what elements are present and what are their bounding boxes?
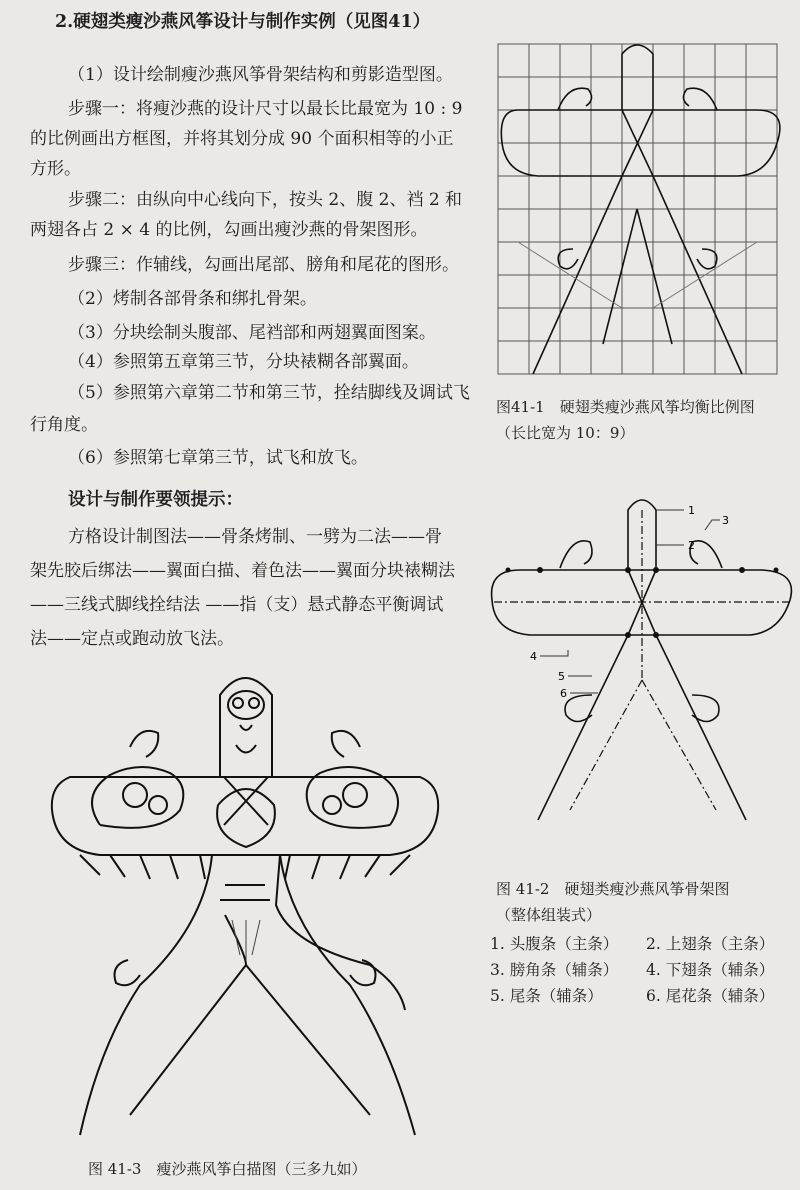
step-1: （1）设计绘制瘦沙燕风筝骨架结构和剪影造型图。	[68, 65, 453, 85]
step-a-line-1: 步骤一：将瘦沙燕的设计尺寸以最长比最宽为 10 : 9	[68, 99, 463, 119]
label-3: 3	[722, 514, 729, 527]
fig41-3-caption: 图 41-3 瘦沙燕风筝白描图（三多九如）	[88, 1160, 367, 1178]
step-b-line-2: 两翅各占 2 × 4 的比例，勾画出瘦沙燕的骨架图形。	[30, 220, 428, 240]
fig41-3-kite-illustration	[40, 665, 450, 1155]
step-c-line-1: 步骤三：作辅线，勾画出尾部、膀角和尾花的图形。	[68, 255, 459, 275]
label-2: 2	[688, 539, 695, 552]
tips-heading: 设计与制作要领提示：	[68, 490, 243, 510]
label-4: 4	[530, 650, 537, 663]
legend-item-3: 3. 膀角条（辅条）	[490, 961, 619, 979]
fig41-2-caption: 图 41-2 硬翅类瘦沙燕风筝骨架图	[496, 880, 730, 898]
label-5: 5	[558, 670, 565, 683]
label-6: 6	[560, 687, 567, 700]
step-a-line-2: 的比例画出方框图，并将其划分成 90 个面积相等的小正	[30, 129, 454, 149]
label-1: 1	[688, 504, 695, 517]
tips-line-4: 法——定点或跑动放飞法。	[30, 629, 234, 649]
step-a-line-3: 方形。	[30, 159, 81, 179]
legend-item-2: 2. 上翅条（主条）	[646, 935, 775, 953]
fig41-1-grid-diagram	[498, 44, 788, 394]
step-6: （6）参照第七章第三节，试飞和放飞。	[68, 448, 368, 468]
legend-item-5: 5. 尾条（辅条）	[490, 987, 603, 1005]
fig41-2-skeleton-diagram	[480, 490, 800, 870]
step-5-line-2: 行角度。	[30, 415, 98, 435]
tips-line-1: 方格设计制图法——骨条烤制、一劈为二法——骨	[68, 527, 442, 547]
fig41-1-caption: 图41-1 硬翅类瘦沙燕风筝均衡比例图	[496, 398, 755, 416]
tips-line-3: ——三线式脚线拴结法 ——指（支）悬式静态平衡调试	[30, 595, 444, 615]
step-b-line-1: 步骤二：由纵向中心线向下，按头 2、腹 2、裆 2 和	[68, 190, 463, 210]
tips-line-2: 架先胶后绑法——翼面白描、着色法——翼面分块裱糊法	[30, 561, 455, 581]
section-title: 2.硬翅类瘦沙燕风筝设计与制作实例（见图41）	[55, 12, 431, 32]
fig41-1-caption-sub: （长比宽为 10：9）	[496, 424, 635, 442]
step-2: （2）烤制各部骨条和绑扎骨架。	[68, 289, 317, 309]
legend-item-1: 1. 头腹条（主条）	[490, 935, 619, 953]
step-4: （4）参照第五章第三节，分块裱糊各部翼面。	[68, 352, 419, 372]
fig41-2-caption-sub: （整体组装式）	[496, 906, 602, 924]
step-5-line-1: （5）参照第六章第二节和第三节，拴结脚线及调试飞	[68, 383, 470, 403]
legend-item-4: 4. 下翅条（辅条）	[646, 961, 775, 979]
step-3: （3）分块绘制头腹部、尾裆部和两翅翼面图案。	[68, 323, 436, 343]
legend-item-6: 6. 尾花条（辅条）	[646, 987, 775, 1005]
